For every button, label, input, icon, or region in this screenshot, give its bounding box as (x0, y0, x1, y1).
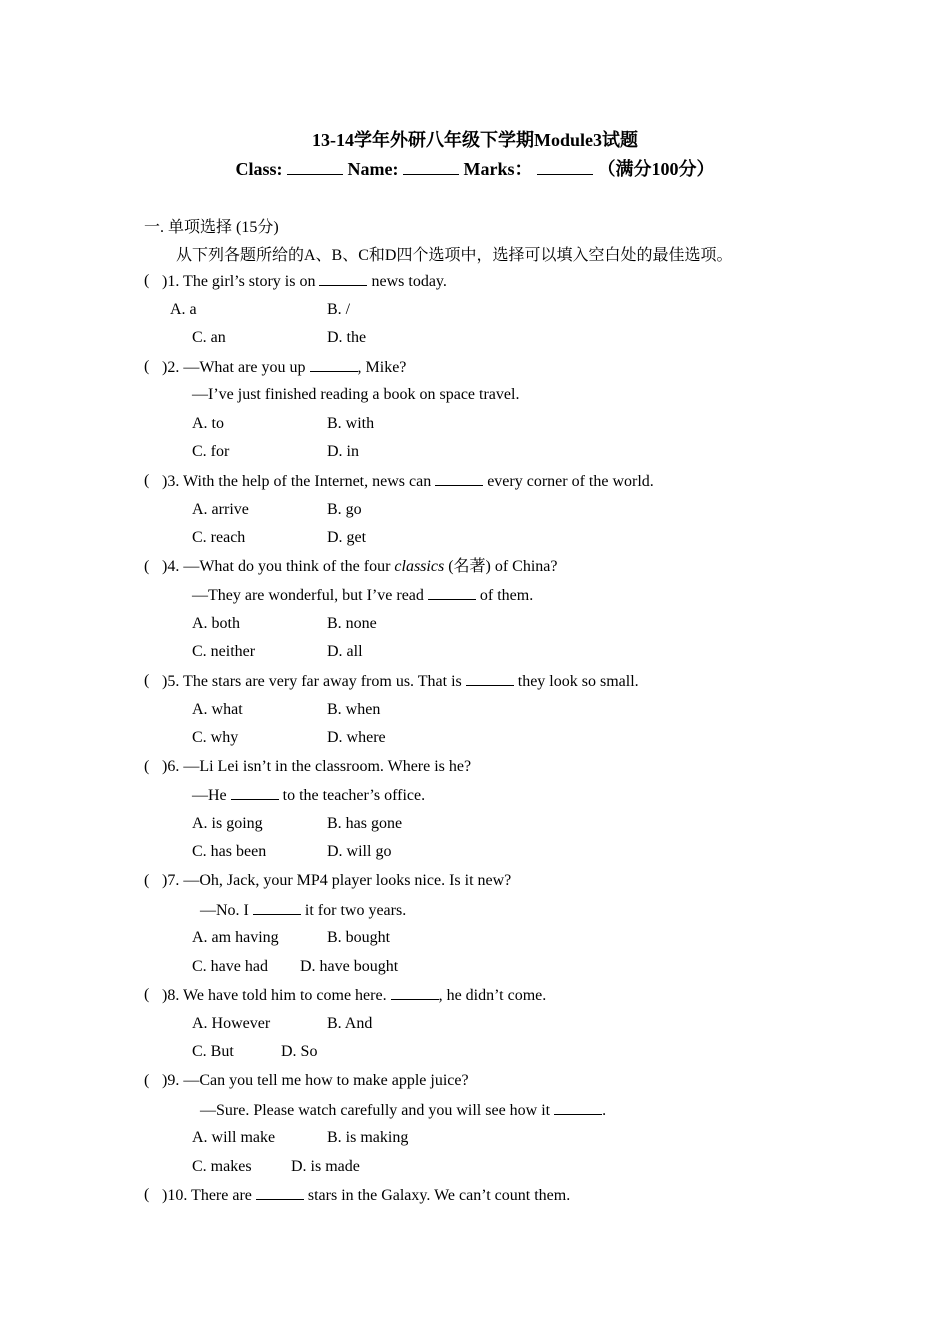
question-text (162, 471, 654, 492)
reply-after: . (602, 1102, 607, 1119)
student-info-line (0, 155, 950, 181)
stem-after: news today. (367, 273, 447, 290)
option-c[interactable]: C. an (192, 329, 226, 346)
answer-paren[interactable]: ( (144, 672, 150, 689)
stem-after: (名著) of China? (444, 558, 558, 575)
option-a[interactable]: A. a (170, 301, 197, 318)
answer-paren[interactable]: ( (144, 986, 150, 1003)
reply-after: to the teacher’s office. (278, 787, 426, 804)
answer-paren[interactable]: ( (144, 758, 150, 775)
name-blank[interactable] (403, 160, 459, 175)
stem-italic: classics (394, 558, 445, 575)
option-d[interactable]: D. is made (291, 1158, 360, 1175)
question-reply (192, 785, 425, 806)
option-b[interactable]: B. when (327, 701, 381, 718)
option-c[interactable]: C. reach (192, 529, 246, 546)
question-text (162, 671, 639, 692)
option-c[interactable]: C. neither (192, 643, 256, 660)
stem-before: )1. The girl’s story is on (162, 273, 320, 290)
answer-blank (256, 1185, 304, 1200)
option-a[interactable]: A. am having (192, 929, 279, 946)
question-text: )6. —Li Lei isn’t in the classroom. Where is he? (162, 758, 472, 775)
question-text (162, 1185, 570, 1206)
stem-before: )8. We have told him to come here. (162, 987, 391, 1004)
option-a[interactable]: A. both (192, 615, 240, 632)
answer-blank (554, 1100, 602, 1115)
option-d[interactable]: D. where (327, 729, 386, 746)
answer-paren[interactable]: ( (144, 558, 150, 575)
question-reply (192, 585, 533, 606)
stem-before: )3. With the help of the Internet, news can (162, 473, 436, 490)
option-a[interactable]: A. is going (192, 815, 263, 832)
answer-paren[interactable]: ( (144, 1072, 150, 1089)
stem-before: )4. —What do you think of the four (162, 558, 395, 575)
reply-after: it for two years. (300, 902, 407, 919)
reply-before: —Sure. Please watch carefully and you will see how it (200, 1102, 555, 1119)
option-b[interactable]: B. none (327, 615, 377, 632)
question-text (162, 357, 406, 378)
option-c[interactable]: C. why (192, 729, 239, 746)
option-d[interactable]: D. in (327, 443, 359, 460)
answer-paren[interactable]: ( (144, 358, 150, 375)
option-b[interactable]: B. bought (327, 929, 391, 946)
class-label: Class: (235, 159, 283, 179)
option-a[interactable]: A. to (192, 415, 224, 432)
answer-paren[interactable]: ( (144, 472, 150, 489)
section-heading: 一. 单项选择 (15分) (144, 219, 279, 236)
option-a[interactable]: A. However (192, 1015, 271, 1032)
stem-after: stars in the Galaxy. We can’t count them. (303, 1187, 571, 1204)
question-text: )9. —Can you tell me how to make apple juice? (162, 1072, 469, 1089)
option-a[interactable]: A. will make (192, 1129, 276, 1146)
question-reply (200, 900, 406, 921)
option-a[interactable]: A. what (192, 701, 243, 718)
option-c[interactable]: C. makes (192, 1158, 252, 1175)
answer-paren[interactable]: ( (144, 872, 150, 889)
option-c[interactable]: C. for (192, 443, 230, 460)
option-c[interactable]: C. have had (192, 958, 268, 975)
option-b[interactable]: B. with (327, 415, 375, 432)
answer-paren[interactable]: ( (144, 272, 150, 289)
answer-blank (391, 985, 439, 1000)
stem-after: they look so small. (513, 673, 639, 690)
stem-before: )2. —What are you up (162, 359, 310, 376)
option-a[interactable]: A. arrive (192, 501, 249, 518)
answer-paren[interactable]: ( (144, 1186, 150, 1203)
answer-blank (435, 471, 483, 486)
option-b[interactable]: B. has gone (327, 815, 403, 832)
answer-blank (319, 271, 367, 286)
option-b[interactable]: B. / (327, 301, 351, 318)
reply-before: —They are wonderful, but I’ve read (192, 587, 428, 604)
option-b[interactable]: B. And (327, 1015, 373, 1032)
exam-title: 13-14学年外研八年级下学期Module3试题 (312, 130, 638, 150)
class-blank[interactable] (287, 160, 343, 175)
option-d[interactable]: D. So (281, 1043, 318, 1060)
name-label: Name: (347, 159, 399, 179)
option-b[interactable]: B. is making (327, 1129, 409, 1146)
reply-after: of them. (475, 587, 534, 604)
option-d[interactable]: D. get (327, 529, 367, 546)
stem-before: )5. The stars are very far away from us. That is (162, 673, 466, 690)
option-c[interactable]: C. But (192, 1043, 234, 1060)
stem-before: )10. There are (162, 1187, 256, 1204)
marks-label: Marks： (463, 159, 533, 179)
option-d[interactable]: D. the (327, 329, 367, 346)
stem-after: , he didn’t come. (438, 987, 547, 1004)
question-text: )7. —Oh, Jack, your MP4 player looks nice. Is it new? (162, 872, 512, 889)
stem-after: every corner of the world. (483, 473, 654, 490)
answer-blank (231, 785, 279, 800)
option-d[interactable]: D. all (327, 643, 363, 660)
reply-before: —He (192, 787, 231, 804)
question-reply (200, 1100, 606, 1121)
section-instruction: 从下列各题所给的A、B、C和D四个选项中，选择可以填入空白处的最佳选项。 (176, 247, 733, 264)
marks-blank[interactable] (537, 160, 593, 175)
reply-before: —No. I (200, 902, 253, 919)
question-reply: —I’ve just finished reading a book on space travel. (192, 386, 520, 403)
question-text (162, 985, 546, 1006)
option-c[interactable]: C. has been (192, 843, 267, 860)
option-b[interactable]: B. go (327, 501, 362, 518)
full-score: （满分100分） (597, 159, 715, 179)
answer-blank (428, 585, 476, 600)
answer-blank (466, 671, 514, 686)
answer-blank (310, 357, 358, 372)
question-text (162, 271, 447, 292)
option-d[interactable]: D. have bought (300, 958, 399, 975)
stem-after: , Mike? (357, 359, 407, 376)
answer-blank (253, 900, 301, 915)
option-d[interactable]: D. will go (327, 843, 392, 860)
question-text (162, 557, 558, 577)
